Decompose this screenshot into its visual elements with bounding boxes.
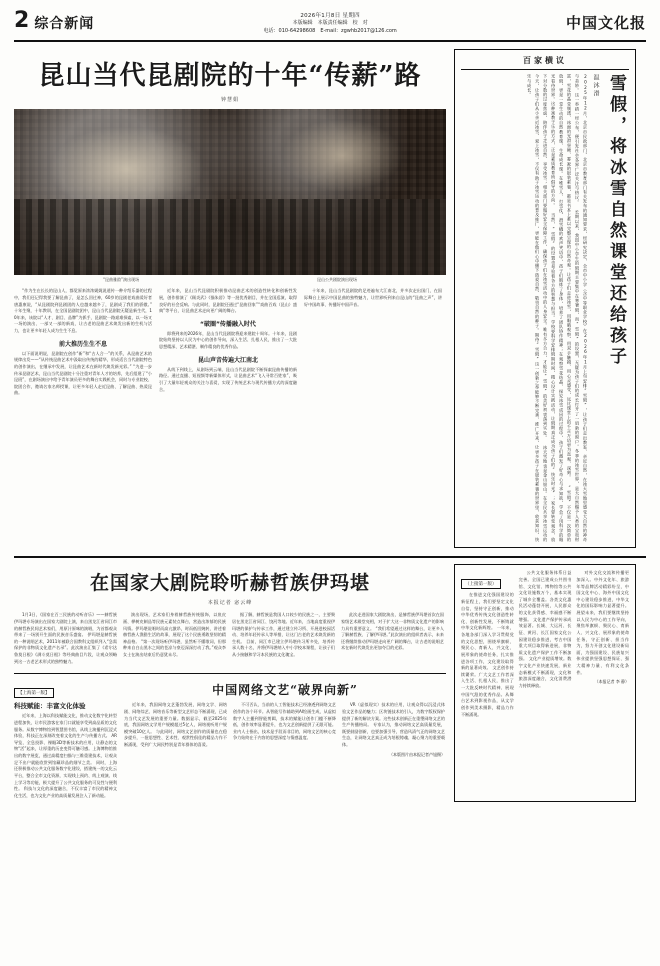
main-column-1 — [14, 288, 152, 400]
photo-audience — [14, 199, 446, 275]
paragraph: “作为生在长长的昆山人，都觉原来浓浓娓娓说道传一种介绍乐器的过程中，我们还记得我要了解昆曲了，是怎么回过神，60岁的昆剧老戏曲爱好者唐惠康说，“从昆剧院到昆剧团的人也越来越多了，昆剧成了我们的骄傲。” 十年生聚，十年教训，在全国昆剧院团中，昆山当代昆剧院无疑是新生代，10年来，该院以“人才、剧目、品牌”为抓手，昆剧院一路艰难探索，以一场又一场的演出、一部又一部的新戏，让古老的昆曲艺术焕发出新的生机与活力，也让更多年轻人成为生生不息。 — [14, 288, 152, 333]
paragraph: 从线下到线上，从剧场到云端，昆山当代昆剧院不断探索昆曲传播的新路径。通过直播、短视频等新媒体形式，让昆曲艺术“飞入寻常百姓家”，吸引了大量年轻观众的关注与喜爱，实现了传统艺术与现代传播方式的深度融合。 — [159, 366, 297, 392]
continuation-box — [454, 564, 636, 802]
paragraph: VR（虚拟现实）技术的应用，让观众得以沉浸式体验文艺作品的魅力；区块链技术的引入，为数字版权保护提供了新的解决方案。这些技术创新正在重塑网络文艺的生产传播格局。 专家认为，推动网络文艺高质量发展，既要鼓励创新，也要加强引导，营造风清气正的网络文艺生态，让网络文艺真正成为培根铸魂、凝心聚力的重要载体。 — [342, 702, 445, 747]
opinion-body: 2025年12月，北京市民政部门、北京市教育部门有关发布的通知要求，经研究决定，全市中小学（含中等职业学校）在2026年1月上旬安排“雪假”，让孩子们走出教室、亲近自然，在冰天雪地里感受大自然的神奇与美妙。这一举措一经公布，便引发社会各界广泛关注与热议。 长期以来，我国中小学生的假期主要集中在寒暑假，而“雪假”的设置，无疑为孩子们的成长打开了一扇新的窗户。冬季的冰雪世界，是大自然赐予人类的宝贵财富，雪花的晶莹剔透、冰面的光滑坚硬、雾凇的银装素裹，都是书本上难以完整呈现的自然奇观。让孩子们走进冰雪，用眼睛观察、用双手触摸、用心灵感受，远比课堂上的千言万语更为直观、深刻。 “雪假”不仅是一次简单的放假，更是一堂生动的自然教育课、生命成长课。在堆雪人、打雪仗、滑雪橇的欢声笑语中，孩子们锻炼了身体，培养了团队协作精神；在观察雪花结晶、探究冰雪成因的过程中，孩子们激发了好奇心与求知欲，学会了用科学的眼光看待世界。这种寓教于乐的方式，正是素质教育所倡导的方向。 当然，“雪假”的设置也考验着各方的智慧与担当。学校要科学安排假期时间，精心设计实践活动，让假期真正成为孩子们的“快乐时光”；家长要转变观念，放下对分数的过度焦虑，陪伴孩子走进自然、享受冰雪；相关部门要做好安全保障工作，确保孩子们在冰雪活动中的人身安全。唯有多方合力，才能让“雪假”的美好初衷落到实处。 冰天雪地也是金山银山。在全民共享冰雪运动的今天，让孩子们从小亲近冰雪、爱上冰雪，不仅有助于冰雪运动的普及推广，更能在他们心中播下热爱自然、敬畏自然的种子。期待“雪假”这一创新之举能够不断完善、推广开来，让更多孩子在银装素裹的世界里，收获知识、快乐与成长。 — [527, 74, 588, 543]
secondary-column-2 — [123, 612, 226, 668]
continuation-tag: （上接第一版） — [461, 579, 501, 589]
continuation-end-note: （本报记者 李 静） — [594, 679, 630, 685]
paragraph: 公共文化服务体系日益完善。全国已建成公共图书馆、文化馆、博物馆等公共文化设施数万个，基本实现了城乡全覆盖。各类文化惠民活动蓬勃开展，人民群众的文化获得感、幸福感不断增强。 文化遗产保护传承成效显著。长城、大运河、长征、黄河、长江国家文化公园建设稳步推进，考古中国重大项目取得新进展，非物质文化遗产保护工作不断加强。 文化产业提质增效。数字文化产业快速发展，新业态新模式不断涌现，文化和旅游深度融合，文化消费潜力持续释放。 — [518, 570, 572, 688]
paragraph: 在推进文化强国建设的新征程上，我们要坚定文化自信，坚持守正创新，推动中华优秀传统文化创造性转化、创新性发展，不断铸就中华文化新辉煌。 一年来，各地各部门深入学习贯彻党的文化思想，围绕举旗帜、聚民心、育新人、兴文化、展形象的使命任务，扎实推进各项工作，文化建设取得新的显著成效。 文艺创作持续繁荣。广大文艺工作者深入生活、扎根人民，推出了一大批反映时代精神、展现中国气派的优秀作品。从舞台艺术到影视作品，从文学创作到美术摄影，精品力作不断涌现。 — [461, 592, 514, 717]
secondary-columns — [14, 612, 446, 668]
paper-name: 中国文化报 — [565, 14, 646, 33]
tech-feature-tag: 【上海第一版】 — [14, 688, 54, 698]
secondary-column-1 — [14, 612, 117, 668]
editor-line: 本版编辑 本版责任编辑 校 对 — [292, 20, 368, 27]
secondary-headline: 在国家大剧院聆听赫哲族伊玛堪 — [89, 572, 370, 595]
page-number: 2 — [14, 8, 30, 33]
subheading-3: 昆山声音传遍大江南北 — [197, 356, 258, 364]
section-name: 综合新闻 — [34, 15, 95, 32]
section-divider — [14, 556, 646, 558]
opinion-box — [454, 49, 636, 548]
paragraph: 近年来，我国网络文艺蓬勃发展，网络文学、网络剧、网络综艺、网络音乐等新型文艺形态不断涌现，已成为当代文艺发展的重要力量。数据显示，截至2025年底，我国网络文学用户规模超过5亿人，网络视听用户规模突破10亿人。 与此同时，网络文艺创作的质量也在稳步提升，一批思想性、艺术性、观赏性俱佳的精品力作不断涌现，受到广大网民特别是青年群体的喜爱。 — [124, 702, 227, 747]
continuation-column-2 — [519, 570, 572, 721]
paragraph: 演出现场，艺术家们身着赫哲族传统服饰，以鱼皮画、桦树皮制品等民族元素装点舞台，营造出浓郁的民族风情。伊玛堪说唱时而高亢激昂，时而低回婉转，讲述着赫哲族人渔猎生活的故事，展现了这个民族勇敢坚韧的精神品格。 “第一次现场听伊玛堪，虽然听不懂歌词，但那种来自白山黑水之间的苍凉与豪迈深深打动了我。”观众李女士在演出结束后仍意犹未尽。 — [123, 612, 226, 657]
main-story-columns — [14, 288, 446, 400]
contact-line: 电话：010-64298608 E-mail：zgwhb2017@126.com — [263, 27, 397, 34]
paragraph: 近年来，上海以科技赋能文化，推动文化数字化转型进程加快，让市民游客在家门口就能享受到高品质的文化服务。从数字博物馆到智慧图书馆，从线上演播到沉浸式体验，科技正在深刻改变着文化的生产与传播方式。 AR导览、全息投影、裸眼3D等新技术的应用，让静态的文物“活”起来，让厚重的历史变得可触可感。上海博物馆推出的数字展览，通过高精度扫描与三维重建技术，让观众足不出户就能欣赏到馆藏珍品的细节之美。 同时，上海还积极推动公共文化服务数字化建设，搭建统一的文化云平台，整合全市文化资源，实现线上预约、线上观演、线上学习等功能，极大提升了公共文化服务的可及性与便利性。 科技与文化的深度融合，不仅丰富了市民的精神文化生活，也为文化产业的高质量发展注入了新动能。 — [14, 713, 117, 798]
main-story-photo — [14, 109, 446, 275]
tech-feature-head: 科技赋能：丰富文化体验 — [14, 702, 86, 711]
opinion-author: 温沐滑 — [592, 74, 599, 99]
secondary-column-4 — [341, 612, 444, 668]
paragraph: 以下面说明说，昆剧院在创作“新”和“古人合一”的关系，从昆曲艺术的规律出发——“从传统昆曲艺术中汲取出传统的精华，形成适合当代剧院特色的创作演出，在继承中发展，让昆曲艺术在新时代焕发新光彩。” “为进一步传承昆剧艺术，昆山当代昆剧院十分注重对青年人才的培养，先后组建了“小昆班”，在剧场演出中给予青年演员更多的舞台实践机会，同时与专业院校、院团合作，邀请名家名师授课，让更多年轻人走近昆曲、了解昆曲、热爱昆曲。 — [14, 350, 152, 396]
opinion-title: 雪假，将冰雪自然课堂还给孩子 — [606, 74, 626, 369]
tech-feature — [14, 679, 117, 802]
paragraph: 即将到来的2026年，昆山当代昆剧院将迎来建院十周年。十年来，昆剧院始终坚持以人民为中心的创作导向，深入生活、扎根人民，推出了一大批思想精深、艺术精湛、制作精良的优秀作品。 — [159, 330, 297, 349]
paragraph: 近年来，昆山当代昆剧院积极推动昆曲艺术的创造性转化和创新性发展，创作排演了《顾炎武》《描朱唇》等一批优秀剧目，并在全国巡演，取得良好的社会反响。与此同时，昆剧院还通过“昆曲回家”“戏曲百戏（昆山）盛典”等平台，让昆曲艺术走向更广阔的舞台。 — [159, 288, 297, 314]
paragraph: 对外文化交流和传播更加深入。中外文化年、旅游年等品牌活动精彩纷呈，中国文化中心、海外中国文化中心建设稳步推进，中华文化的国际影响力显著提升。 展望未来，我们要继续坚持以人民为中心的工作导向，聚焦举旗帜、聚民心、育新人、兴文化、展形象的使命任务，守正创新、担当作为，努力开创文化建设新局面，为强国建设、民族复兴伟业提供坚强思想保证、强大精神力量、有利文化条件。 — [576, 570, 630, 675]
secondary-story — [14, 564, 446, 802]
paragraph: 十年来，昆山当代昆剧院的足迹遍布大江南北，并多次走出国门，在国际舞台上展示中国昆曲的独特魅力，让世界听到来自昆山的“昆曲之声”，讲好中国故事、传播好中国声音。 — [304, 288, 442, 307]
continuation-column-3 — [576, 570, 629, 721]
subheading-2: “破圈”传播融入时代 — [200, 320, 256, 328]
third-story-end-note: （本版图片由本报记者卢旭摄） — [389, 751, 445, 757]
subheading-1: 前大推历生生不息 — [58, 340, 107, 348]
masthead — [14, 10, 646, 42]
main-story — [14, 49, 446, 548]
page-title: 昆山当代昆剧院的十年“传薪”路 — [38, 61, 422, 92]
main-column-2 — [159, 288, 297, 400]
opinion-box-label: 百家横议 — [461, 55, 629, 70]
photo-caption-left: “昆曲雅韵”演出现场 — [102, 277, 140, 283]
bottom-left-row — [14, 679, 446, 802]
third-column-1 — [124, 702, 227, 757]
paragraph: 1月3日，《国家在百三民族的动听音乐》——赫哲族伊玛堪专场演出在国家大剧院上演，来自黑龙江省同江市的赫哲族民间艺术家们，用原汁原味的演唱，为首都观众带来了一场别开生面的民族音乐盛宴。 伊玛堪是赫哲族的一种说唱艺术，2011年被联合国教科文组织列入“急需保护的非物质文化遗产名录”。此次演出汇集了《希尔达鲁莫日根》《满斗莫日根》等经典曲目片段，让观众领略到这一古老艺术形式的独特魅力。 — [14, 612, 117, 664]
top-section — [14, 49, 646, 548]
photo-caption-right: 昆山公共剧院演出现场 — [317, 277, 358, 283]
secondary-column-3 — [232, 612, 335, 668]
third-column-2 — [233, 702, 336, 757]
paragraph: 不可否认，当前的人工智能技术已经渗透到网络文艺创作的各个环节。从智能写作辅助到AI绘画生成，从虚拟数字人主播到智能剪辑，技术的赋能让创作门槛不断降低，创作效率显著提升，也为文艺创新提供了无限可能。 业内人士指出，技术是手段而非目的，网络文艺的核心竞争力始终在于内容的思想深度与情感温度。 — [233, 702, 336, 741]
third-story-columns — [124, 702, 446, 757]
middle-section — [14, 564, 646, 802]
publish-date: 2026年1月8日 星期四 — [300, 13, 360, 19]
third-story — [124, 679, 446, 802]
continuation-columns — [461, 570, 629, 721]
opinion-vertical-layout — [461, 74, 629, 542]
photo-glow-2 — [282, 119, 403, 192]
masthead-info — [94, 10, 566, 35]
paragraph: 据了解，赫哲族是我国人口较少的民族之一，主要聚居在黑龙江省同江、饶河等地。近年来，当地高度重视伊玛堪的保护与传承工作，通过建立传习所、开展进校园活动、培养年轻传承人等举措，让这门古老的艺术焕发新的生机。 目前，同江市已建立伊玛堪传习所多处，培养传承人数十名，并将伊玛堪纳入中小学校本课程，让孩子们从小接触和学习本民族的文化瑰宝。 — [232, 612, 335, 657]
main-column-3 — [304, 288, 442, 400]
photo-captions — [14, 277, 446, 283]
inner-divider — [14, 673, 446, 674]
main-story-byline: 钟慧娟 — [220, 97, 239, 104]
third-headline: 中国网络文艺“破界向新” — [212, 683, 358, 698]
paragraph: 此次走进国家大剧院演出，是赫哲族伊玛堪首次在国家级艺术殿堂亮相，对于扩大这一非物质文化遗产的影响力具有重要意义。 “我们希望通过这样的舞台，让更多人了解赫哲族、了解伊玛堪。”此次演出的组织者表示，未来还将继续推动伊玛堪走向更广阔的舞台，让古老的说唱艺术在新时代焕发出更加夺目的光彩。 — [341, 612, 444, 651]
third-column-3 — [342, 702, 445, 757]
continuation-column-1 — [461, 570, 514, 721]
secondary-byline: 本报记者 宓云峰 — [207, 600, 253, 607]
